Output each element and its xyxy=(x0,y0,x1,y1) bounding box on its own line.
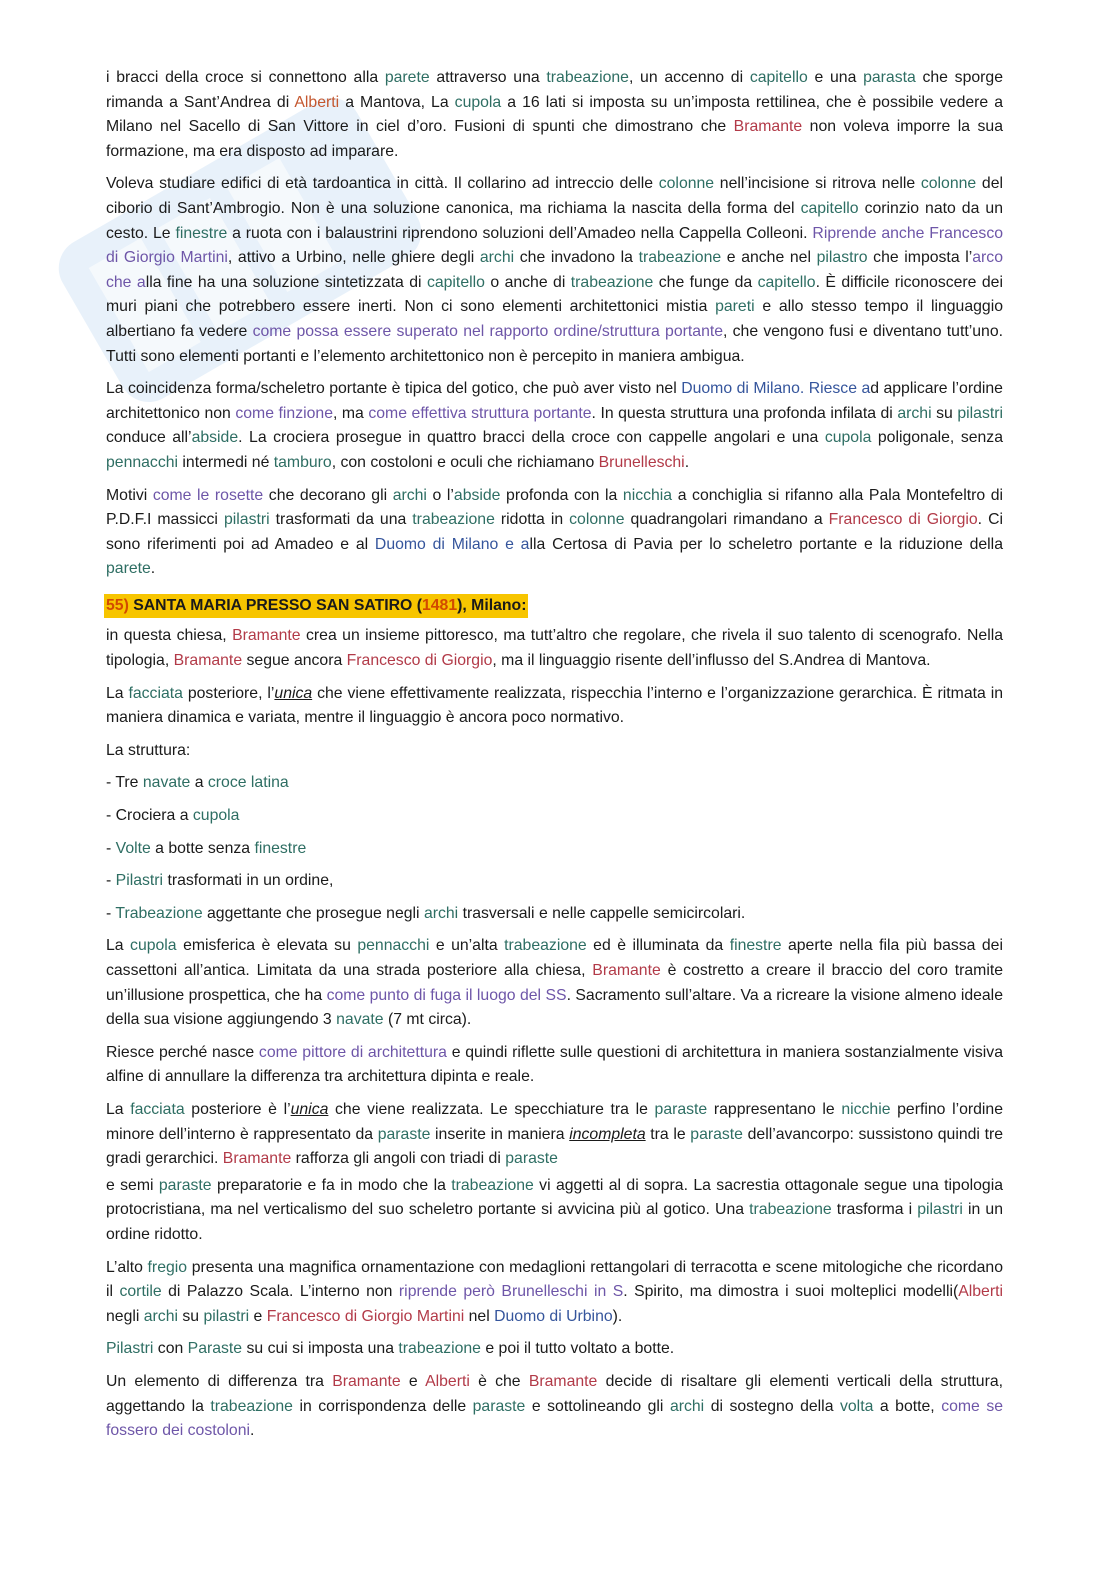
section-year: 1481 xyxy=(421,596,458,614)
paragraph-10: La facciata posteriore è l’unica che viene realizzata. Le specchiature tra le paraste rappresentano le nicchie perfino l’ordine minore dell’interno è rappresentato da paraste inserite in maniera incompleta tra le paraste dell’avancorpo: sussistono quindi tre gradi gerarchici. Bramante rafforza gli angoli con triadi di paraste xyxy=(106,1100,1004,1168)
paragraph-2: Voleva studiare edifici di età tardoantica in città. Il collarino ad intreccio delle colonne nell’incisione si ritrova nelle colonne del ciborio di Sant’Ambrogio. Non è una soluzione canonica, ma richiama la nascita della forma del capitello corinzio nato da un cesto. Le finestre a ruota con i balaustrini riprendono soluzioni dell’Amadeo nella Cappella Colleoni. Riprende anche Francesco di Giorgio Martini, attivo a Urbino, nelle ghiere degli archi che invadono la trabeazione e anche nel pilastro che imposta l’arco che alla fine ha una soluzione sintetizzata di capitello o anche di trabeazione che funge da capitello. È difficile riconoscere dei muri piani che potrebbero essere inerti. Non ci sono elementi architettonici mistia pareti e allo stesso tempo il linguaggio albertiano fa vedere come possa essere superato nel rapporto ordine/struttura portante, che vengono fusi e diventano tutt’uno. Tutti sono elementi portanti e l’elemento architettonico non è percepito in maniera ambigua. xyxy=(106,175,1004,365)
list-item: - Crociera a cupola xyxy=(106,807,240,825)
paragraph-13: Pilastri con Paraste su cui si imposta una trabeazione e poi il tutto voltato a botte. xyxy=(106,1340,675,1358)
list-item: - Volte a botte senza finestre xyxy=(106,839,307,857)
list-item: - Tre navate a croce latina xyxy=(106,774,289,792)
paragraph-12: L’alto fregio presenta una magnifica ornamentazione con medaglioni rettangolari di terracotta e scene mitologiche che ricordano il cortile di Palazzo Scala. L’interno non riprende però Brunelleschi in S. Spirito, ma dimostra i suoi molteplici modelli(Alberti negli archi su pilastri e Francesco di Giorgio Martini nel Duomo di Urbino). xyxy=(106,1258,1003,1325)
section-number: 55) xyxy=(106,596,129,614)
paragraph-5: in questa chiesa, Bramante crea un insieme pittoresco, ma tutt’altro che regolare, che rivela il suo talento di scenografo. Nella tipologia, Bramante segue ancora Francesco di Giorgio, ma il linguaggio risente dell’influsso del S.Andrea di Mantova. xyxy=(106,627,1003,670)
list-item: - Pilastri trasformati in un ordine, xyxy=(106,872,334,890)
document-page xyxy=(106,66,1003,1452)
list-item: - Trabeazione aggettante che prosegue negli archi trasversali e nelle cappelle semicircolari. xyxy=(106,904,746,922)
paragraph-8: La cupola emisferica è elevata su pennacchi e un’alta trabeazione ed è illuminata da finestre aperte nella fila più bassa dei cassettoni all’antica. Limitata da una strada posteriore alla chiesa, Bramante è costretto a creare il braccio del coro tramite un’illusione prospettica, che ha come punto di fuga il luogo del SS. Sacramento sull’altare. Va a ricreare la visione almeno ideale della sua visione aggiungendo 3 navate (7 mt circa). xyxy=(106,937,1003,1029)
paragraph-9: Riesce perché nasce come pittore di architettura e quindi riflette sulle questioni di architettura in maniera sostanzialmente visiva alfine di annullare la differenza tra architettura dipinta e reale. xyxy=(106,1043,1003,1086)
paragraph-14: Un elemento di differenza tra Bramante e Alberti è che Bramante decide di risaltare gli elementi verticali della struttura, aggettando la trabeazione in corrispondenza delle paraste e sottolineando gli archi di sostegno della volta a botte, come se fossero dei costoloni. xyxy=(106,1372,1004,1440)
paragraph-3: La coincidenza forma/scheletro portante è tipica del gotico, che può aver visto nel Duomo di Milano. Riesce ad applicare l’ordine architettonico non come finzione, ma come effettiva struttura portante. In questa struttura una profonda infilata di archi su pilastri conduce all’abside. La crociera prosegue in quattro bracci della croce con cappelle angolari e una cupola poligonale, senza pennacchi intermedi né tamburo, con costoloni e oculi che richiamano Brunelleschi. xyxy=(106,380,1004,471)
paragraph-6: La facciata posteriore, l’unica che viene effettivamente realizzata, rispecchia l’interno e l’organizzazione gerarchica. È ritmata in maniera dinamica e variata, mentre il linguaggio è ancora poco normativo. xyxy=(106,684,1003,727)
paragraph-1: i bracci della croce si connettono alla parete attraverso una trabeazione, un accenno di capitello e una parasta che sporge rimanda a Sant’Andrea di Alberti a Mantova, La cupola a 16 lati si imposta su un’imposta rettilinea, che è possibile vedere a Milano nel Sacello di San Vittore in ciel d’oro. Fusioni di spunti che dimostrano che Bramante non voleva imporre la sua formazione, ma era disposto ad imparare. xyxy=(106,69,1004,160)
paragraph-structure-intro: La struttura: xyxy=(106,741,191,759)
section-heading: 55) SANTA MARIA PRESSO SAN SATIRO (1481), Milano: xyxy=(104,594,528,619)
paragraph-11: e semi paraste preparatorie e fa in modo che la trabeazione vi aggetti al di sopra. La sacrestia ottagonale segue una tipologia protocristiana, ma nel verticalismo del suo scheletro portante si avvicina più al gotico. Una trabeazione trasforma i pilastri in un ordine ridotto. xyxy=(106,1176,1004,1243)
paragraph-4: Motivi come le rosette che decorano gli archi o l’abside profonda con la nicchia a conchiglia si rifanno alla Pala Montefeltro di P.D.F.I massicci pilastri trasformati da una trabeazione ridotta in colonne quadrangolari rimandano a Francesco di Giorgio. Ci sono riferimenti poi ad Amadeo e al Duomo di Milano e alla Certosa di Pavia per lo scheletro portante e la riduzione della parete. xyxy=(106,486,1004,578)
